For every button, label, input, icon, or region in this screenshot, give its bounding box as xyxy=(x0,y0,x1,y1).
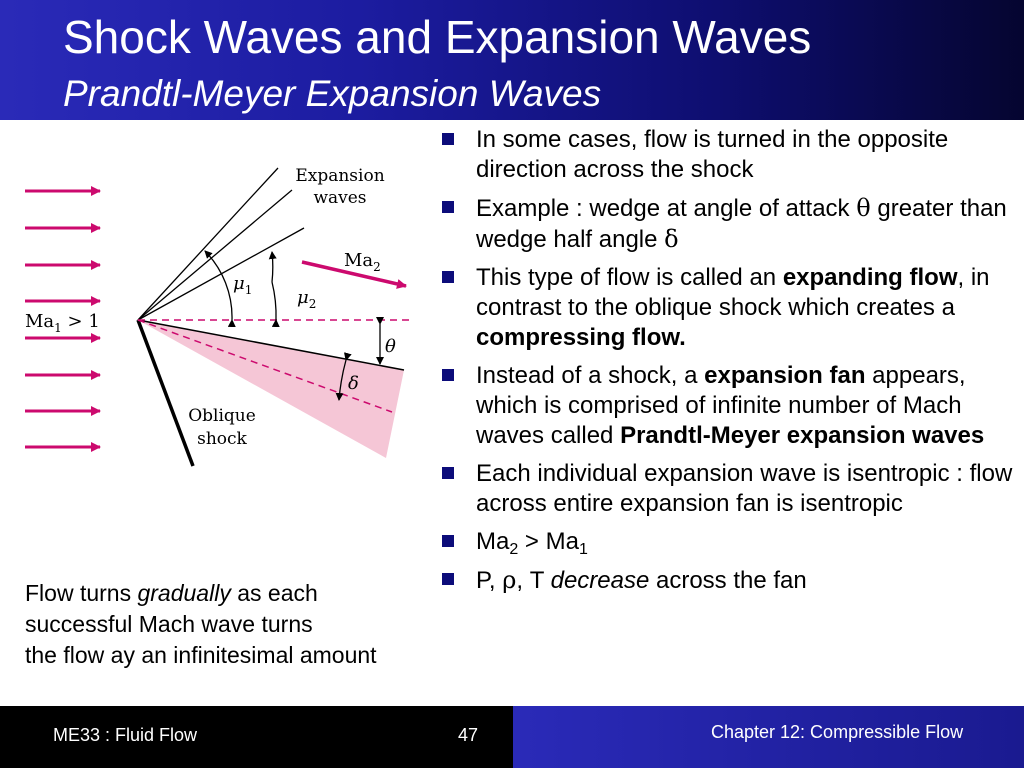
expansion-wave-lines xyxy=(138,168,304,320)
bullet-list xyxy=(438,125,1013,604)
chapter-label: Chapter 12: Compressible Flow xyxy=(711,722,964,742)
bullet-square-icon xyxy=(442,271,454,283)
mu1-label: $\mu_1$ xyxy=(233,273,253,297)
bullet-square-icon xyxy=(442,573,454,585)
bullet-item: P, ρ, T decrease across the fan xyxy=(438,565,1013,596)
slide-footer xyxy=(0,706,1024,768)
slide-title: Shock Waves and Expansion Waves xyxy=(63,11,812,63)
oblique-shock-label-line2: shock xyxy=(197,429,247,449)
wedge-region xyxy=(138,320,404,458)
bullet-square-icon xyxy=(442,369,454,381)
caption-line3: the flow ay an infinitesimal amount xyxy=(25,642,377,668)
bullet-square-icon xyxy=(442,535,454,547)
bullet-item: Example : wedge at angle of attack θ greater than wedge half angle δ xyxy=(438,193,1013,255)
expansion-waves-label-line2: waves xyxy=(313,188,367,208)
slide-subtitle: Prandtl-Meyer Expansion Waves xyxy=(63,73,602,114)
delta-label: δ xyxy=(348,373,359,394)
bullet-item: Each individual expansion wave is isentropic : flow across entire expansion fan is isentropic xyxy=(438,459,1013,519)
theta-label: θ xyxy=(385,336,396,357)
ma1-label: $Ma_1 > 1$ xyxy=(25,311,100,335)
bullet-square-icon xyxy=(442,467,454,479)
figure-caption xyxy=(25,578,377,671)
expansion-fan-diagram xyxy=(18,150,418,480)
ma2-label: $Ma_2$ xyxy=(344,250,381,274)
bullet-item: This type of flow is called an expanding flow, in contrast to the oblique shock which creates a compressing flow. xyxy=(438,263,1013,353)
caption-line1: Flow turns gradually as each xyxy=(25,580,318,606)
page-number: 47 xyxy=(458,725,479,745)
bullet-square-icon xyxy=(442,201,454,213)
bullet-item: In some cases, flow is turned in the opposite direction across the shock xyxy=(438,125,1013,185)
mu2-label: $\mu_2$ xyxy=(297,287,317,311)
bullet-item: $Ma_2 > Ma_1$ xyxy=(438,527,1013,557)
bullet-item: Instead of a shock, a expansion fan appears, which is comprised of infinite number of Mach waves called Prandtl-Meyer expansion waves xyxy=(438,361,1013,451)
caption-line2: successful Mach wave turns xyxy=(25,611,313,637)
expansion-waves-label-line1: Expansion xyxy=(295,166,385,186)
oblique-shock-label-line1: Oblique xyxy=(188,406,256,426)
slide-header xyxy=(0,0,1024,120)
footer-chapter-panel xyxy=(513,706,1024,768)
bullet-square-icon xyxy=(442,133,454,145)
course-label: ME33 : Fluid Flow xyxy=(53,725,198,745)
